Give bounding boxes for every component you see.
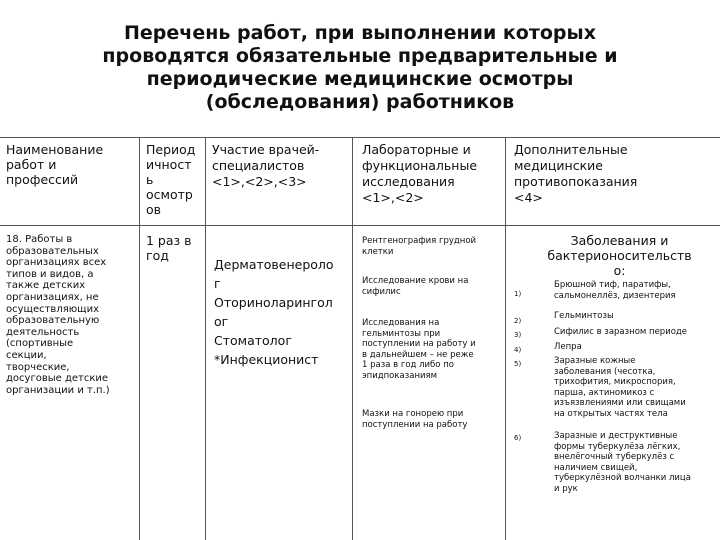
requirements-table [0,130,720,540]
table-top-border [0,137,720,138]
list-number: 3) [514,331,522,339]
header-works: Наименование работ и профессий [6,142,104,187]
title-line: Перечень работ, при выполнении которых [124,22,596,44]
header-lab: Лабораторные и функциональные исследования <1>,<2> [362,142,478,205]
lab-item: Исследования на гельминтозы при поступлении на работу и в дальнейшем – не реже 1 раза в год либо по эпидпоказаниям [362,318,476,381]
page-title [60,22,660,114]
doctors-list: Дерматовенероло г Оториноларингол ог Стоматолог *Инфекционист [214,257,334,367]
contraindications-heading: Заболевания и бактерионосительств о: [547,233,692,278]
contraindication-item: Заразные кожные заболевания (чесотка, трихофития, микроспория, парша, актиномикоз с изъязвлениями или свищами на открытых частях тела [554,356,686,419]
list-number: 1) [514,290,522,298]
list-number: 2) [514,317,522,325]
work-description: 18. Работы в образовательных организациях всех типов и видов, а также детских организациях, не осуществляющих образовательную деятельность (спортивные секции, творческие, досуговые детские организации и т.п.) [6,234,110,396]
periodicity-value: 1 раз в год [146,233,192,263]
header-doctors: Участие врачей- специалистов <1>,<2>,<3> [212,142,320,189]
lab-item: Мазки на гонорею при поступлении на работу [362,409,468,430]
column-divider [139,137,140,540]
contraindication-item: Брюшной тиф, паратифы, сальмонеллёз, дизентерия [554,280,676,301]
lab-item: Рентгенография грудной клетки [362,236,477,257]
column-divider [352,137,353,540]
title-line: проводятся обязательные предварительные и [102,45,618,67]
contraindication-item: Заразные и деструктивные формы туберкулёза лёгких, внелёгочный туберкулёз с наличием свищей, туберкулёзной волчанки лица и рук [554,431,691,494]
header-bottom-border [0,225,720,226]
list-number: 4) [514,346,522,354]
list-number: 6) [514,434,522,442]
contraindication-item: Лепра [554,342,582,352]
column-divider [205,137,206,540]
list-number: 5) [514,360,522,368]
contraindication-item: Сифилис в заразном периоде [554,327,688,337]
contraindication-item: Гельминтозы [554,311,614,321]
header-periodicity: Период ичност ь осмотр ов [146,142,196,217]
title-line: периодические медицинские осмотры [146,68,574,90]
column-divider [505,137,506,540]
header-contraindications: Дополнительные медицинские противопоказания <4> [514,142,638,205]
title-line: (обследования) работников [205,91,515,113]
lab-item: Исследование крови на сифилис [362,276,469,297]
